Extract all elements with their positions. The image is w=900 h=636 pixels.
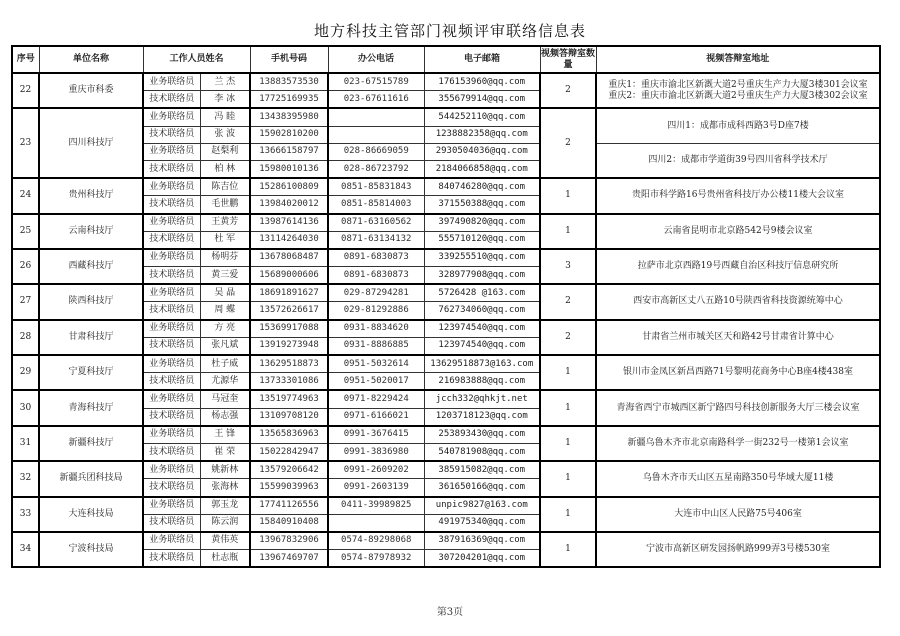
- table-row: [12, 284, 880, 302]
- unit-cell: 陕西科技厅: [39, 284, 143, 319]
- header-mobile: 手机号码: [250, 46, 328, 73]
- seq-cell: 24: [12, 178, 39, 213]
- office-phone-cell: 0991-3836980: [328, 443, 424, 461]
- contact-table: [11, 45, 881, 568]
- unit-cell: 重庆市科委: [39, 73, 143, 108]
- unit-cell: 新疆科技厅: [39, 426, 143, 461]
- email-cell: 5726428 @163.com: [424, 284, 540, 302]
- role-cell: 技术联络员: [143, 443, 200, 461]
- header-unit: 单位名称: [39, 46, 143, 73]
- email-cell: 397490820@qq.com: [424, 214, 540, 232]
- office-phone-cell: 028-86669059: [328, 143, 424, 160]
- rooms-cell: 2: [540, 108, 596, 178]
- seq-cell: 26: [12, 249, 39, 284]
- mobile-cell: 13114264030: [250, 231, 328, 249]
- table-row: [12, 214, 880, 232]
- name-cell: 李 冰: [200, 91, 250, 109]
- seq-cell: 25: [12, 214, 39, 249]
- mobile-cell: 13883573530: [250, 73, 328, 91]
- header-seq: 序号: [12, 46, 39, 73]
- seq-cell: 22: [12, 73, 39, 108]
- unit-cell: 新疆兵团科技局: [39, 461, 143, 496]
- address-cell: [596, 178, 880, 213]
- mobile-cell: 13565836963: [250, 426, 328, 444]
- seq-cell: 27: [12, 284, 39, 319]
- email-cell: 544252110@qq.com: [424, 108, 540, 126]
- name-cell: 黄三爱: [200, 267, 250, 285]
- mobile-cell: 15369917088: [250, 320, 328, 338]
- office-phone-cell: 0574-87978932: [328, 550, 424, 568]
- rooms-cell: 1: [540, 532, 596, 567]
- email-cell: 491975340@qq.com: [424, 514, 540, 532]
- email-cell: 253893430@qq.com: [424, 426, 540, 444]
- header-office: 办公电话: [328, 46, 424, 73]
- role-cell: 技术联络员: [143, 408, 200, 426]
- office-phone-cell: 0871-63134132: [328, 231, 424, 249]
- office-phone-cell: 0971-6166021: [328, 408, 424, 426]
- name-cell: 杜 军: [200, 231, 250, 249]
- table-row: [12, 178, 880, 196]
- header-email: 电子邮箱: [424, 46, 540, 73]
- email-cell: 2184066858@qq.com: [424, 160, 540, 178]
- email-cell: 555710120@qq.com: [424, 231, 540, 249]
- table-row: [12, 532, 880, 550]
- email-cell: jcch332@qhkjt.net: [424, 390, 540, 408]
- office-phone-cell: 0991-2603139: [328, 479, 424, 497]
- role-cell: 技术联络员: [143, 267, 200, 285]
- address-line: 云南省昆明市北京路542号9楼会议室: [663, 225, 813, 236]
- header-row: [12, 46, 880, 73]
- seq-cell: 33: [12, 497, 39, 532]
- name-cell: 陈云润: [200, 514, 250, 532]
- role-cell: 业务联络员: [143, 390, 200, 408]
- name-cell: 杨志强: [200, 408, 250, 426]
- address-line: 拉萨市北京西路19号西藏自治区科技厅信息研究所: [637, 261, 839, 272]
- address-line: 甘肃省兰州市城关区天和路42号甘肃省计算中心: [642, 331, 834, 342]
- name-cell: 兰 杰: [200, 73, 250, 91]
- office-phone-cell: [328, 126, 424, 143]
- role-cell: 业务联络员: [143, 320, 200, 338]
- office-phone-cell: 0931-8834620: [328, 320, 424, 338]
- mobile-cell: 17741126556: [250, 497, 328, 515]
- mobile-cell: 17725169935: [250, 91, 328, 109]
- role-cell: 技术联络员: [143, 196, 200, 214]
- header-staff: 工作人员姓名: [143, 46, 250, 73]
- email-cell: 385915082@qq.com: [424, 461, 540, 479]
- name-cell: 赵梨利: [200, 143, 250, 160]
- role-cell: 技术联络员: [143, 302, 200, 320]
- role-cell: 业务联络员: [143, 249, 200, 267]
- email-cell: 1238882358@qq.com: [424, 126, 540, 143]
- name-cell: 吴 晶: [200, 284, 250, 302]
- role-cell: 业务联络员: [143, 108, 200, 126]
- name-cell: 黄伟英: [200, 532, 250, 550]
- table-row: [12, 390, 880, 408]
- mobile-cell: 13967469707: [250, 550, 328, 568]
- address-line: 乌鲁木齐市天山区五星南路350号华域大厦11楼: [642, 473, 834, 484]
- address-cell: 四川1：成都市成科西路3号D座7楼: [596, 108, 880, 143]
- office-phone-cell: 028-86723792: [328, 160, 424, 178]
- role-cell: 技术联络员: [143, 126, 200, 143]
- mobile-cell: 13438395980: [250, 108, 328, 126]
- name-cell: 张海林: [200, 479, 250, 497]
- seq-cell: 28: [12, 320, 39, 355]
- office-phone-cell: 0971-8229424: [328, 390, 424, 408]
- office-phone-cell: 0411-39989825: [328, 497, 424, 515]
- office-phone-cell: [328, 514, 424, 532]
- name-cell: 尤源华: [200, 373, 250, 391]
- office-phone-cell: 0951-5020017: [328, 373, 424, 391]
- role-cell: 业务联络员: [143, 284, 200, 302]
- name-cell: 张 波: [200, 126, 250, 143]
- seq-cell: 34: [12, 532, 39, 567]
- role-cell: 技术联络员: [143, 231, 200, 249]
- email-cell: 123974540@qq.com: [424, 320, 540, 338]
- role-cell: 技术联络员: [143, 550, 200, 568]
- office-phone-cell: 0851-85814003: [328, 196, 424, 214]
- mobile-cell: 13967832906: [250, 532, 328, 550]
- unit-cell: 西藏科技厅: [39, 249, 143, 284]
- email-cell: 123974540@qq.com: [424, 337, 540, 355]
- role-cell: 业务联络员: [143, 214, 200, 232]
- address-cell: [596, 214, 880, 249]
- address-cell: [596, 497, 880, 532]
- address-cell: [596, 320, 880, 355]
- email-cell: 371550388@qq.com: [424, 196, 540, 214]
- name-cell: 王 锋: [200, 426, 250, 444]
- address-line: 西安市高新区丈八五路10号陕西省科技资源统筹中心: [633, 296, 843, 307]
- mobile-cell: 15980010136: [250, 160, 328, 178]
- page-title: 地方科技主管部门视频评审联络信息表: [313, 22, 586, 40]
- role-cell: 业务联络员: [143, 461, 200, 479]
- name-cell: 张凡斌: [200, 337, 250, 355]
- name-cell: 周 蝶: [200, 302, 250, 320]
- office-phone-cell: [328, 108, 424, 126]
- name-cell: 杨明芬: [200, 249, 250, 267]
- rooms-cell: 2: [540, 73, 596, 108]
- role-cell: 技术联络员: [143, 514, 200, 532]
- email-cell: 355679914@qq.com: [424, 91, 540, 109]
- name-cell: 毛世鹏: [200, 196, 250, 214]
- table-row: [12, 249, 880, 267]
- email-cell: 328977908@qq.com: [424, 267, 540, 285]
- seq-cell: 23: [12, 108, 39, 178]
- email-cell: 540781908@qq.com: [424, 443, 540, 461]
- mobile-cell: 13984020012: [250, 196, 328, 214]
- email-cell: 339255510@qq.com: [424, 249, 540, 267]
- mobile-cell: 13579206642: [250, 461, 328, 479]
- name-cell: 郭玉龙: [200, 497, 250, 515]
- mobile-cell: 13919273948: [250, 337, 328, 355]
- address-line: 重庆1：重庆市渝北区新溉大道2号重庆生产力大厦3楼301会议室: [608, 79, 868, 90]
- office-phone-cell: 029-81292886: [328, 302, 424, 320]
- rooms-cell: 1: [540, 390, 596, 425]
- header-address: 视频答辩室地址: [596, 46, 880, 73]
- mobile-cell: 13572626617: [250, 302, 328, 320]
- unit-cell: 青海科技厅: [39, 390, 143, 425]
- address-line: 贵阳市科学路16号贵州省科技厅办公楼11楼大会议室: [632, 190, 844, 201]
- mobile-cell: 18691891627: [250, 284, 328, 302]
- rooms-cell: 1: [540, 461, 596, 496]
- role-cell: 业务联络员: [143, 178, 200, 196]
- email-cell: 840746280@qq.com: [424, 178, 540, 196]
- seq-cell: 32: [12, 461, 39, 496]
- name-cell: 杜志瓶: [200, 550, 250, 568]
- office-phone-cell: 023-67611616: [328, 91, 424, 109]
- table-body: [12, 73, 880, 567]
- name-cell: 柏 林: [200, 160, 250, 178]
- mobile-cell: 13519774963: [250, 390, 328, 408]
- mobile-cell: 15689000606: [250, 267, 328, 285]
- office-phone-cell: 0991-3676415: [328, 426, 424, 444]
- name-cell: 冯 睦: [200, 108, 250, 126]
- office-phone-cell: 0851-85831843: [328, 178, 424, 196]
- name-cell: 姚新林: [200, 461, 250, 479]
- email-cell: 2930504036@qq.com: [424, 143, 540, 160]
- rooms-cell: 2: [540, 284, 596, 319]
- unit-cell: 宁波科技局: [39, 532, 143, 567]
- seq-cell: 30: [12, 390, 39, 425]
- role-cell: 技术联络员: [143, 373, 200, 391]
- address-cell: [596, 390, 880, 425]
- role-cell: 技术联络员: [143, 479, 200, 497]
- name-cell: 杜子威: [200, 355, 250, 373]
- rooms-cell: 3: [540, 249, 596, 284]
- role-cell: 业务联络员: [143, 143, 200, 160]
- address-cell: [596, 426, 880, 461]
- unit-cell: 甘肃科技厅: [39, 320, 143, 355]
- email-cell: 307204201@qq.com: [424, 550, 540, 568]
- rooms-cell: 1: [540, 178, 596, 213]
- mobile-cell: 13666158797: [250, 143, 328, 160]
- office-phone-cell: 0891-6830873: [328, 249, 424, 267]
- role-cell: 业务联络员: [143, 73, 200, 91]
- mobile-cell: 15022842947: [250, 443, 328, 461]
- mobile-cell: 13987614136: [250, 214, 328, 232]
- seq-cell: 31: [12, 426, 39, 461]
- email-cell: unpic9827@163.com: [424, 497, 540, 515]
- table-row: [12, 355, 880, 373]
- office-phone-cell: 0871-63160562: [328, 214, 424, 232]
- table-row: [12, 108, 880, 126]
- mobile-cell: 13109708120: [250, 408, 328, 426]
- mobile-cell: 13733301086: [250, 373, 328, 391]
- rooms-cell: 1: [540, 426, 596, 461]
- header-rooms: 视频答辩室数量: [540, 46, 596, 73]
- office-phone-cell: 029-87294281: [328, 284, 424, 302]
- address-line: 重庆2：重庆市渝北区新溉大道2号重庆生产力大厦3楼302会议室: [608, 90, 868, 101]
- email-cell: 216983888@qq.com: [424, 373, 540, 391]
- email-cell: 13629518873@163.com: [424, 355, 540, 373]
- role-cell: 业务联络员: [143, 532, 200, 550]
- table-row: [12, 426, 880, 444]
- unit-cell: 贵州科技厅: [39, 178, 143, 213]
- unit-cell: 大连科技局: [39, 497, 143, 532]
- address-cell: [596, 284, 880, 319]
- name-cell: 王黄芳: [200, 214, 250, 232]
- rooms-cell: 1: [540, 355, 596, 390]
- email-cell: 1203718123@qq.com: [424, 408, 540, 426]
- office-phone-cell: 0891-6830873: [328, 267, 424, 285]
- name-cell: 崔 荣: [200, 443, 250, 461]
- mobile-cell: 15599039963: [250, 479, 328, 497]
- address-cell: [596, 249, 880, 284]
- table-row: [12, 497, 880, 515]
- name-cell: 方 亮: [200, 320, 250, 338]
- address-line: 新疆乌鲁木齐市北京南路科学一街232号一楼第1会议室: [627, 437, 849, 448]
- address-cell: 四川2：成都市学道街39号四川省科学技术厅: [596, 143, 880, 178]
- address-line: 宁波市高新区研发园扬帆路999弄3号楼530室: [645, 544, 831, 555]
- role-cell: 技术联络员: [143, 160, 200, 178]
- address-line: 大连市中山区人民路75号406室: [674, 508, 802, 519]
- address-line: 银川市金凤区新昌西路71号黎明花商务中心B座4楼438室: [623, 367, 853, 378]
- rooms-cell: 1: [540, 214, 596, 249]
- mobile-cell: 15902810200: [250, 126, 328, 143]
- office-phone-cell: 0991-2609202: [328, 461, 424, 479]
- role-cell: 技术联络员: [143, 91, 200, 109]
- mobile-cell: 13678068487: [250, 249, 328, 267]
- role-cell: 技术联络员: [143, 337, 200, 355]
- table-row: [12, 143, 880, 160]
- email-cell: 387916369@qq.com: [424, 532, 540, 550]
- office-phone-cell: 0574-89298068: [328, 532, 424, 550]
- unit-cell: 宁夏科技厅: [39, 355, 143, 390]
- email-cell: 361650166@qq.com: [424, 479, 540, 497]
- role-cell: 业务联络员: [143, 426, 200, 444]
- address-line: 青海省西宁市城西区新宁路四号科技创新服务大厅三楼会议室: [616, 402, 860, 413]
- email-cell: 176153960@qq.com: [424, 73, 540, 91]
- rooms-cell: 1: [540, 497, 596, 532]
- unit-cell: 四川科技厅: [39, 108, 143, 178]
- seq-cell: 29: [12, 355, 39, 390]
- address-cell: [596, 461, 880, 496]
- table-row: [12, 320, 880, 338]
- mobile-cell: 13629518873: [250, 355, 328, 373]
- office-phone-cell: 0931-8886885: [328, 337, 424, 355]
- unit-cell: 云南科技厅: [39, 214, 143, 249]
- name-cell: 马冠奎: [200, 390, 250, 408]
- mobile-cell: 15286100809: [250, 178, 328, 196]
- address-cell: [596, 73, 880, 108]
- table-row: [12, 73, 880, 91]
- mobile-cell: 15840910408: [250, 514, 328, 532]
- name-cell: 陈吉位: [200, 178, 250, 196]
- role-cell: 业务联络员: [143, 497, 200, 515]
- table-row: [12, 461, 880, 479]
- role-cell: 业务联络员: [143, 355, 200, 373]
- page-number: 第3页: [436, 607, 464, 618]
- office-phone-cell: 023-67515789: [328, 73, 424, 91]
- address-cell: [596, 532, 880, 567]
- office-phone-cell: 0951-5032614: [328, 355, 424, 373]
- email-cell: 762734060@qq.com: [424, 302, 540, 320]
- address-cell: [596, 355, 880, 390]
- rooms-cell: 2: [540, 320, 596, 355]
